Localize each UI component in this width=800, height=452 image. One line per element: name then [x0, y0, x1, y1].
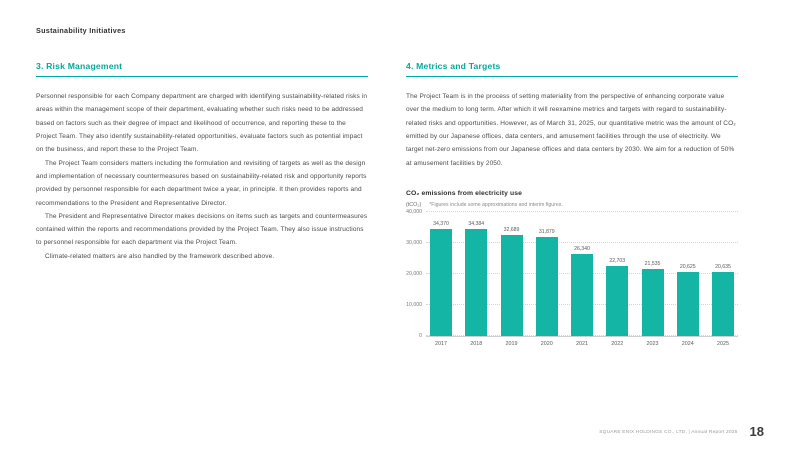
chart-y-tick-label: 0	[419, 332, 422, 339]
paragraph: The Project Team considers matters including the formulation and revisiting of targets as well as the design and implementation of necessary countermeasures based on sustainability-related risk and opportunity reports provided by personnel responsible for each department twice a year, in principle. It then provides reports and recommendations to the President and Representative Director.	[36, 159, 367, 207]
chart-bar-group	[501, 212, 523, 336]
page-footer	[36, 425, 764, 438]
chart-bar-group	[536, 212, 558, 336]
chart-bar-value-label: 34,384	[468, 221, 485, 228]
chart-bars	[426, 212, 738, 336]
chart-bar	[677, 272, 699, 336]
running-head: Sustainability Initiatives	[36, 26, 126, 35]
chart-bar	[571, 254, 593, 336]
paragraph: Personnel responsible for each Company department are charged with identifying sustainability-related risks in areas within the management scope of their department, evaluating whether such risks need to be addressed based on factors such as their degree of impact and likelihood of occurrence, and reporting these to the Project Team. They also identify sustainability-related opportunities, evaluate factors such as potential impact on the business, and report these to the Project Team.	[36, 93, 368, 154]
chart-bar-value-label: 20,635	[715, 263, 731, 270]
chart-x-tick-label: 2022	[611, 340, 624, 347]
chart-bar-group	[712, 212, 734, 336]
chart-bar-value-label: 34,370	[433, 221, 449, 228]
chart-x-tick-label: 2025	[717, 340, 729, 347]
chart-bar-value-label: 21,535	[644, 261, 661, 268]
chart-meta	[406, 202, 738, 208]
chart-block	[406, 190, 738, 347]
chart-bar-group	[571, 212, 593, 336]
two-column-body	[36, 61, 764, 347]
chart-x-tick-label: 2023	[646, 340, 659, 347]
chart-bar	[465, 229, 487, 336]
left-column	[36, 61, 368, 347]
chart-bar	[712, 272, 734, 336]
chart-bar-group	[606, 212, 628, 336]
paragraph: Climate-related matters are also handled by the framework described above.	[45, 252, 275, 260]
chart-y-tick-label: 40,000	[406, 208, 422, 215]
chart-bar	[430, 229, 452, 336]
footer-credit: SQUARE ENIX HOLDINGS CO., LTD. | Annual Report 2025	[599, 430, 738, 435]
chart-unit-label: (tCO₂)	[406, 201, 422, 208]
chart-bar-value-label: 26,340	[574, 246, 590, 253]
chart-bar-group	[430, 212, 452, 336]
chart-bar-group	[465, 212, 487, 336]
chart-bar	[501, 235, 523, 336]
chart-x-tick-label: 2021	[576, 340, 588, 347]
chart-x-tick-label: 2024	[681, 340, 694, 347]
paragraph: The President and Representative Director makes decisions on items such as targets and countermeasures contained within the reports and recommendations provided by the Project Team. They also issue instructions to personnel responsible for each department via the Project Team.	[36, 212, 368, 247]
chart-x-tick-label: 2018	[470, 340, 483, 347]
chart-bar	[536, 237, 558, 336]
chart-x-tick-label: 2019	[505, 340, 518, 347]
chart-bar-group	[677, 212, 699, 336]
chart-bar	[642, 269, 664, 336]
chart-bar-value-label: 20,625	[679, 263, 696, 270]
page-number: 18	[749, 424, 764, 439]
chart-title: CO₂ emissions from electricity use	[406, 189, 522, 197]
chart-bar	[606, 266, 628, 336]
chart-bar-value-label: 32,689	[503, 226, 520, 233]
chart-y-tick-label: 30,000	[406, 239, 422, 246]
section-title-risk-management: 3. Risk Management	[36, 61, 368, 77]
section-title-metrics-targets: 4. Metrics and Targets	[406, 61, 738, 77]
bar-chart	[406, 208, 738, 339]
right-column	[406, 61, 738, 347]
chart-y-tick-label: 20,000	[406, 270, 422, 277]
chart-x-tick-label: 2017	[435, 340, 447, 347]
paragraph: The Project Team is in the process of setting materiality from the perspective of enhancing corporate value over the medium to long term. After which it will reexamine metrics and targets with regard to sustainability-related risks and opportunities. However, as of March 31, 2025, our quantitative metric was the amount of CO₂ emitted by our Japanese offices, data centers, and amusement facilities through the use of electricity. We target net-zero emissions from our Japanese offices and data centers by 2030. We aim for a reduction of 50% at amusement facilities by 2050.	[406, 93, 736, 167]
chart-bar-value-label: 31,879	[538, 229, 555, 236]
chart-bar-value-label: 22,703	[609, 257, 626, 264]
chart-x-tick-label: 2020	[540, 340, 553, 347]
chart-note: *Figures include some approximations and interim figures.	[429, 201, 563, 208]
chart-bar-group	[642, 212, 664, 336]
chart-y-tick-label: 10,000	[406, 301, 422, 308]
chart-x-axis	[426, 337, 738, 347]
